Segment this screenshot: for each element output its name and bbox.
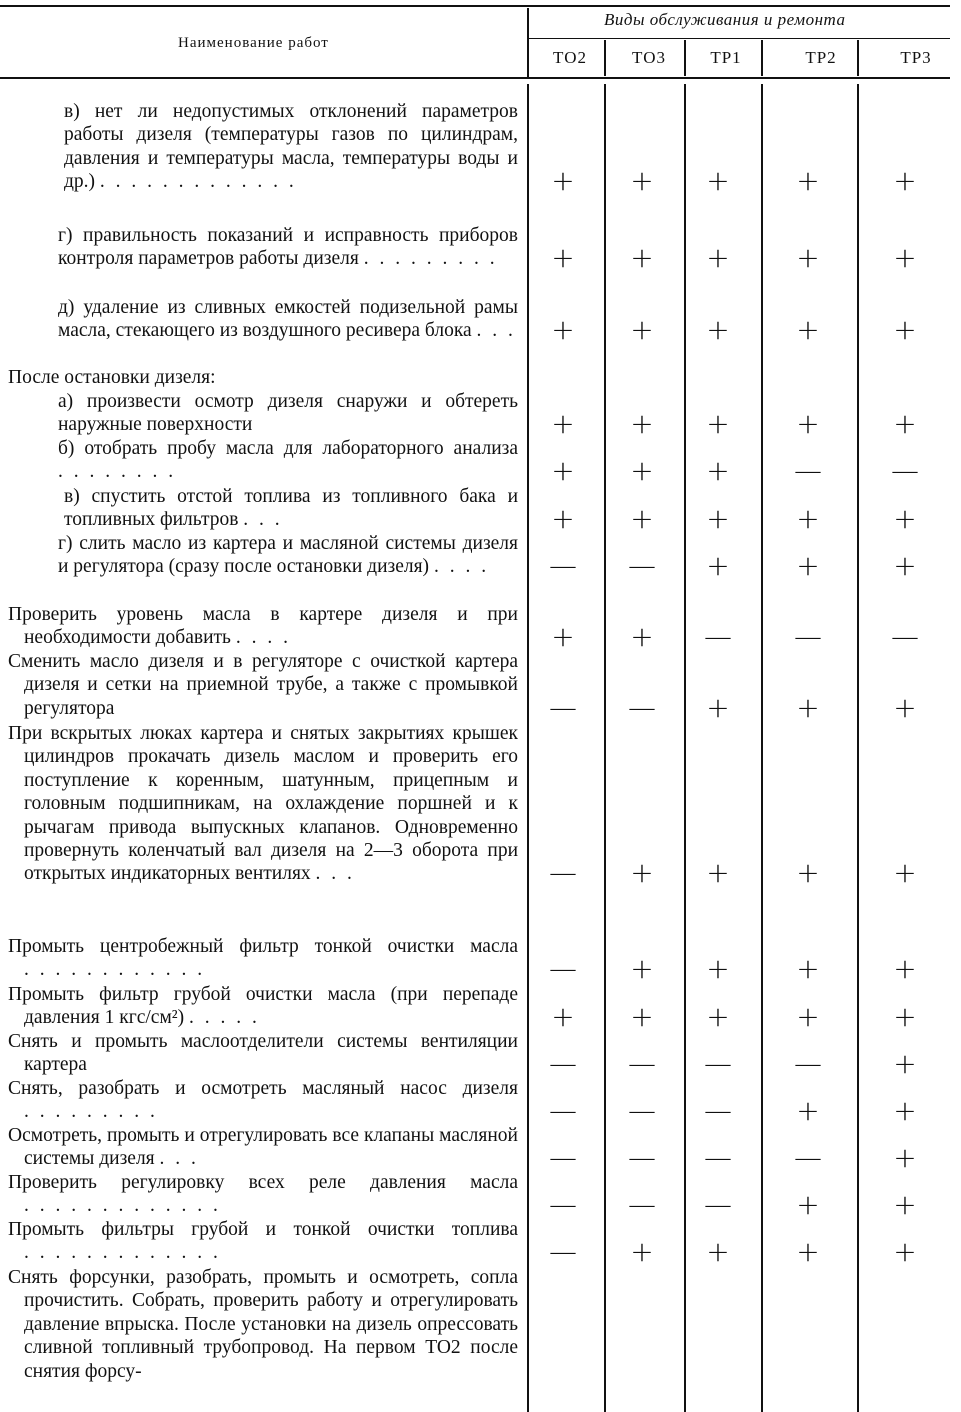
service-mark: — xyxy=(794,620,822,654)
work-description xyxy=(8,722,518,886)
leader-dots: . . . . . . . . . . . . . xyxy=(99,171,297,193)
work-description xyxy=(8,935,518,982)
work-description-text: Снять и промыть маслоотделители системы вентиляции картера xyxy=(8,1031,518,1076)
work-description-text: Снять форсунки, разобрать, промыть и осмотреть, сопла прочистить. Собрать, проверить работу и отрегулировать давление впрыска. После установки на дизель опрессовать сливной топливный трубопровод. На первом ТО2 после снятия форсу- xyxy=(8,1267,518,1382)
service-mark: — xyxy=(794,1141,822,1175)
service-mark: + xyxy=(551,1000,575,1034)
service-mark: + xyxy=(706,549,730,583)
work-description-text: Промыть фильтр грубой очистки масла (при перепаде давления 1 кгс/см²) xyxy=(8,984,518,1029)
service-mark: — xyxy=(704,1188,732,1222)
work-description xyxy=(8,603,518,650)
service-mark: + xyxy=(796,549,820,583)
service-mark: + xyxy=(893,690,917,724)
work-description-text: Осмотреть, промыть и отрегулировать все клапаны масляной системы дизеля xyxy=(8,1125,518,1170)
leader-dots: . . . . . . . . . . . . . xyxy=(24,1195,221,1217)
work-description xyxy=(58,296,518,343)
service-mark: + xyxy=(706,690,730,724)
work-description-text: Сменить масло дизеля и в регуляторе с очисткой картера дизеля и сетки на приемной трубе, а также с промывкой регулятора xyxy=(8,651,518,719)
service-mark: — xyxy=(549,1188,577,1222)
service-mark: + xyxy=(706,1000,730,1034)
service-mark: + xyxy=(893,1188,917,1222)
service-mark: — xyxy=(549,952,577,986)
service-mark: — xyxy=(549,690,577,724)
service-mark: + xyxy=(706,1235,730,1269)
service-mark: + xyxy=(893,856,917,890)
service-mark: + xyxy=(893,407,917,441)
column-header-to2: ТО2 xyxy=(553,48,587,67)
service-mark: + xyxy=(706,164,730,198)
service-mark: + xyxy=(893,1000,917,1034)
service-mark: — xyxy=(628,690,656,724)
service-mark: — xyxy=(549,1047,577,1081)
service-mark: + xyxy=(893,313,917,347)
service-mark: + xyxy=(893,502,917,536)
service-mark: + xyxy=(706,952,730,986)
work-description xyxy=(8,650,518,720)
column-header-tr2: ТР2 xyxy=(805,48,837,67)
service-mark: + xyxy=(551,502,575,536)
service-mark: + xyxy=(630,502,654,536)
column-header-tr1: ТР1 xyxy=(710,48,742,67)
service-mark: + xyxy=(551,241,575,275)
leader-dots: . . . . . . . . . xyxy=(363,248,498,270)
service-mark: + xyxy=(796,690,820,724)
service-mark: + xyxy=(706,856,730,890)
service-mark: + xyxy=(551,620,575,654)
work-description-text: Проверить уровень масла в картере дизеля и при необходимости добавить xyxy=(8,604,518,649)
work-description-text: д) удаление из сливных емкостей подизельной рамы масла, стекающего из воздушного ресивера блока xyxy=(58,297,518,342)
service-mark: + xyxy=(551,313,575,347)
leader-dots: . . . . . . . . . . . . xyxy=(24,959,206,981)
work-description xyxy=(8,1077,518,1124)
service-mark: + xyxy=(796,856,820,890)
work-description-text: При вскрытых люках картера и снятых закрытиях крышек цилиндров прокачать дизель маслом и проверить его поступление к коренным, шатунным, прицепным и головным подшипникам, на охлаждение поршней и к рычагам привода выпускных клапанов. Одновременно провернуть коленчатый вал дизеля на 2—3 оборота при открытых индикаторных вентилях xyxy=(8,723,518,885)
work-description xyxy=(58,390,518,437)
work-description-text: г) слить масло из картера и масляной системы дизеля и регулятора (сразу после остановки дизеля) xyxy=(58,533,518,578)
service-mark: + xyxy=(551,407,575,441)
service-mark: — xyxy=(549,1141,577,1175)
service-mark: + xyxy=(796,241,820,275)
work-description-text: Промыть центробежный фильтр тонкой очистки масла xyxy=(8,936,518,957)
service-mark: + xyxy=(796,502,820,536)
service-mark: — xyxy=(704,620,732,654)
service-mark: + xyxy=(630,241,654,275)
work-description-text: а) произвести осмотр дизеля снаружи и обтереть наружные поверхности xyxy=(58,391,518,436)
service-mark: + xyxy=(706,454,730,488)
service-mark: + xyxy=(893,952,917,986)
leader-dots: . . . xyxy=(476,320,516,342)
service-mark: + xyxy=(630,164,654,198)
service-mark: + xyxy=(893,164,917,198)
service-mark: + xyxy=(551,164,575,198)
service-mark: + xyxy=(893,549,917,583)
service-mark: + xyxy=(630,620,654,654)
service-mark: + xyxy=(630,313,654,347)
service-mark: + xyxy=(796,1188,820,1222)
leader-dots: . . . . . xyxy=(189,1007,260,1029)
service-mark: — xyxy=(628,549,656,583)
service-mark: + xyxy=(630,952,654,986)
work-description xyxy=(58,532,518,579)
service-mark: + xyxy=(706,241,730,275)
service-mark: — xyxy=(794,1047,822,1081)
service-mark: — xyxy=(628,1188,656,1222)
service-mark: + xyxy=(893,1235,917,1269)
service-mark: + xyxy=(796,1094,820,1128)
service-mark: — xyxy=(549,549,577,583)
service-mark: + xyxy=(796,313,820,347)
service-mark: — xyxy=(794,454,822,488)
service-mark: — xyxy=(628,1141,656,1175)
service-mark: + xyxy=(893,1047,917,1081)
work-description-text: Проверить регулировку всех реле давления масла xyxy=(8,1172,518,1193)
service-mark: — xyxy=(628,1047,656,1081)
work-description xyxy=(8,1030,518,1077)
service-mark: + xyxy=(796,1000,820,1034)
work-description xyxy=(8,1171,518,1218)
service-mark: + xyxy=(796,1235,820,1269)
service-mark: + xyxy=(630,1235,654,1269)
work-description xyxy=(8,983,518,1030)
service-mark: + xyxy=(630,454,654,488)
service-mark: — xyxy=(704,1141,732,1175)
service-mark: + xyxy=(893,1141,917,1175)
work-description-text: Снять, разобрать и осмотреть масляный насос дизеля xyxy=(8,1078,518,1099)
service-mark: — xyxy=(891,454,919,488)
leader-dots: . . . . . . . . . xyxy=(24,1101,158,1123)
work-description xyxy=(8,1266,518,1383)
service-mark: — xyxy=(704,1047,732,1081)
service-mark: — xyxy=(549,1235,577,1269)
service-mark: + xyxy=(796,407,820,441)
work-description-text: После остановки дизеля: xyxy=(8,367,216,388)
work-description-text: в) нет ли недопустимых отклонений параметров работы дизеля (температуры газов по цилиндрам, давления и температуры масла, температуры воды и др.) xyxy=(64,101,518,193)
service-mark: + xyxy=(796,952,820,986)
column-header-to3: ТО3 xyxy=(632,48,666,67)
work-description xyxy=(8,1124,518,1171)
service-mark: — xyxy=(704,1094,732,1128)
leader-dots: . . . . xyxy=(433,556,490,578)
service-mark: — xyxy=(628,1094,656,1128)
work-description xyxy=(58,224,518,271)
leader-dots: . . . xyxy=(243,509,283,531)
work-description-text: Промыть фильтры грубой и тонкой очистки топлива xyxy=(8,1219,518,1240)
work-description xyxy=(8,366,518,389)
name-column-header: Наименование работ xyxy=(178,35,329,51)
service-mark: + xyxy=(630,856,654,890)
column-header-tr3: ТР3 xyxy=(900,48,932,67)
work-description-text: г) правильность показаний и исправность приборов контроля параметров работы дизеля xyxy=(58,225,518,270)
leader-dots: . . . . xyxy=(235,627,291,649)
service-mark: — xyxy=(891,620,919,654)
work-description xyxy=(64,100,518,194)
service-mark: + xyxy=(706,407,730,441)
service-mark: + xyxy=(551,454,575,488)
leader-dots: . . . xyxy=(315,863,355,885)
service-mark: + xyxy=(630,1000,654,1034)
work-description xyxy=(58,437,518,484)
service-mark: + xyxy=(706,502,730,536)
service-mark: — xyxy=(549,1094,577,1128)
work-description-text: в) спустить отстой топлива из топливного бака и топливных фильтров xyxy=(64,486,518,531)
service-mark: + xyxy=(630,407,654,441)
leader-dots: . . . xyxy=(159,1148,199,1170)
work-description xyxy=(64,485,518,532)
service-mark: + xyxy=(796,164,820,198)
service-mark: — xyxy=(549,856,577,890)
service-mark: + xyxy=(706,313,730,347)
work-description xyxy=(8,1218,518,1265)
work-description-text: б) отобрать пробу масла для лабораторного анализа xyxy=(58,438,518,459)
leader-dots: . . . . . . . . xyxy=(58,461,177,483)
leader-dots: . . . . . . . . . . . . . xyxy=(24,1242,221,1264)
service-mark: + xyxy=(893,241,917,275)
service-types-header: Виды обслуживания и ремонта xyxy=(604,10,846,29)
service-mark: + xyxy=(893,1094,917,1128)
